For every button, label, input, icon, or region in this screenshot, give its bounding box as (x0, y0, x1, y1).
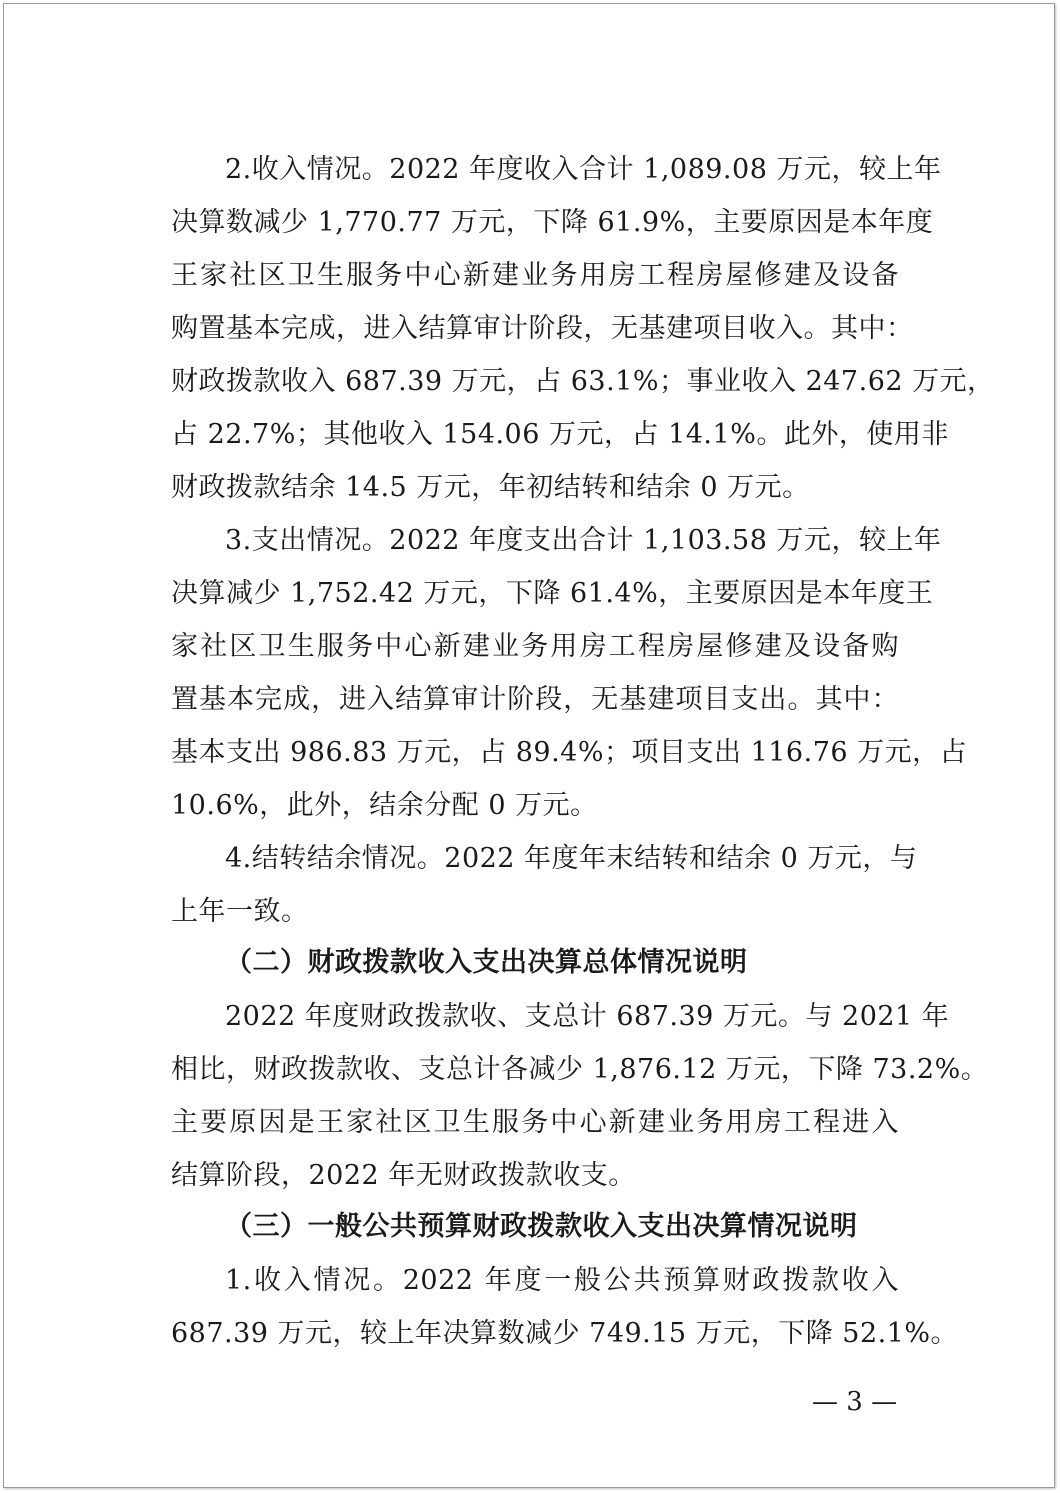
section-heading: （二）财政拨款收入支出决算总体情况说明 (225, 947, 748, 978)
paragraph-line: 1.收入情况。2022 年度一般公共预算财政拨款收入 (225, 1265, 899, 1296)
page-number: — 3 — (812, 1387, 898, 1417)
paragraph-line: 相比，财政拨款收、支总计各减少 1,876.12 万元，下降 73.2%。 (171, 1054, 989, 1085)
paragraph-line: 财政拨款结余 14.5 万元，年初结转和结余 0 万元。 (171, 472, 810, 503)
paragraph-line: 家社区卫生服务中心新建业务用房工程房屋修建及设备购 (171, 631, 899, 662)
paragraph-line: 财政拨款收入 687.39 万元，占 63.1%；事业收入 247.62 万元， (171, 366, 995, 397)
paragraph-line: 决算数减少 1,770.77 万元，下降 61.9%，主要原因是本年度 (171, 207, 934, 238)
paragraph-line: 占 22.7%；其他收入 154.06 万元，占 14.1%。此外，使用非 (171, 419, 949, 450)
paragraph-line: 王家社区卫生服务中心新建业务用房工程房屋修建及设备 (171, 260, 899, 291)
section-heading: （三）一般公共预算财政拨款收入支出决算情况说明 (225, 1211, 858, 1242)
paragraph-line: 10.6%，此外，结余分配 0 万元。 (171, 790, 598, 821)
paragraph-line: 687.39 万元，较上年决算数减少 749.15 万元，下降 52.1%。 (171, 1318, 959, 1349)
paragraph-line: 上年一致。 (171, 896, 309, 927)
paragraph-line: 基本支出 986.83 万元，占 89.4%；项目支出 116.76 万元，占 (171, 737, 968, 768)
paragraph-line: 决算减少 1,752.42 万元，下降 61.4%，主要原因是本年度王 (171, 578, 934, 609)
paragraph-line: 3.支出情况。2022 年度支出合计 1,103.58 万元，较上年 (225, 525, 942, 556)
paragraph-line: 4.结转结余情况。2022 年度年末结转和结余 0 万元，与 (225, 843, 918, 874)
paragraph-line: 主要原因是王家社区卫生服务中心新建业务用房工程进入 (171, 1107, 899, 1138)
paragraph-line: 2022 年度财政拨款收、支总计 687.39 万元。与 2021 年 (225, 1001, 950, 1032)
paragraph-line: 购置基本完成，进入结算审计阶段，无基建项目收入。其中： (171, 313, 914, 344)
paragraph-line: 结算阶段，2022 年无财政拨款收支。 (171, 1160, 636, 1191)
document-page (3, 3, 1055, 1488)
paragraph-line: 置基本完成，进入结算审计阶段，无基建项目支出。其中： (171, 684, 899, 715)
paragraph-line: 2.收入情况。2022 年度收入合计 1,089.08 万元，较上年 (225, 154, 942, 185)
